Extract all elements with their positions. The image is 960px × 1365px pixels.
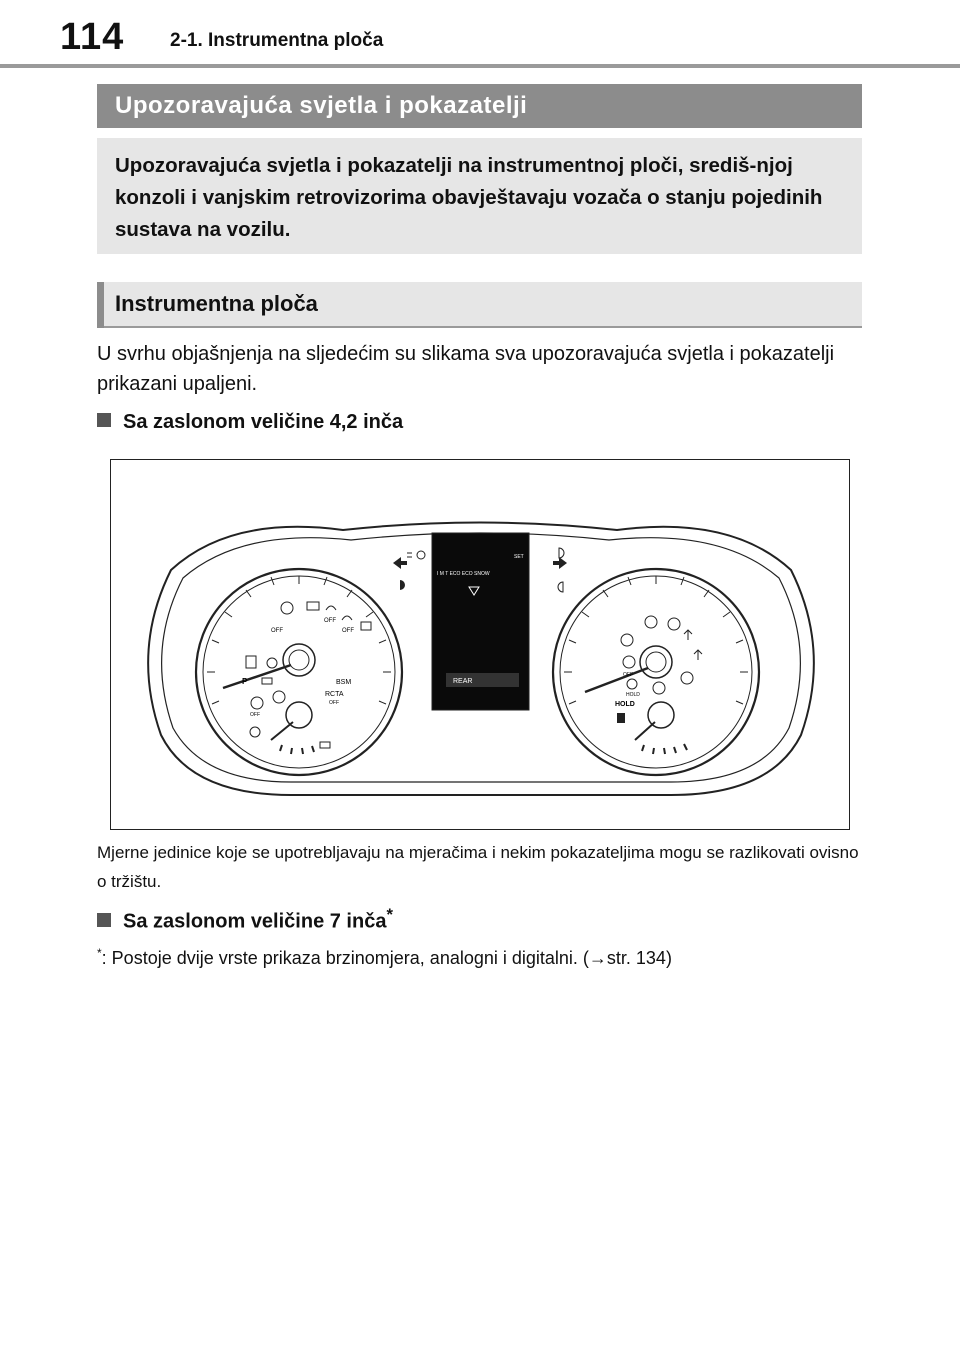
rcta-off-label: OFF xyxy=(329,700,339,706)
bullet-square-icon xyxy=(97,913,111,927)
footnote xyxy=(97,940,897,971)
intro-box xyxy=(97,138,862,254)
left-off-label-2: OFF xyxy=(324,618,336,624)
svg-text:P: P xyxy=(242,677,248,686)
right-gauge xyxy=(553,569,759,775)
footnote-text: : Postoje dvije vrste prikaza brzinomjera, analogni i digitalni. ( xyxy=(101,948,589,968)
subheading-accent xyxy=(97,282,104,328)
right-hold-label: HOLD xyxy=(615,701,635,708)
left-a-off-label: OFF xyxy=(250,712,260,718)
bullet-heading-1 xyxy=(97,411,403,434)
right-hold-small-label: HOLD xyxy=(626,692,640,698)
display-set-label: SET xyxy=(514,554,524,560)
figure-caption: Mjerne jedinice koje se upotrebljavaju na mjeračima i nekim pokazateljima mogu se razlikovati ovisno o tržištu. xyxy=(97,843,859,891)
display-mode-labels: I M T ECO ECO SNOW xyxy=(437,571,490,577)
arrow-right-icon: → xyxy=(588,948,607,968)
title-bar xyxy=(97,84,862,128)
left-gauge xyxy=(196,569,402,775)
instrument-cluster-figure xyxy=(110,459,850,830)
bullet-heading-2-asterisk: * xyxy=(386,905,393,924)
subheading-bar xyxy=(97,282,862,328)
footnote-ref[interactable]: str. 134) xyxy=(606,948,672,968)
center-display xyxy=(393,533,567,710)
subheading: Instrumentna ploča xyxy=(115,291,318,316)
display-rear-label: REAR xyxy=(453,678,473,685)
left-off-label-3: OFF xyxy=(342,628,354,634)
bsm-label: BSM xyxy=(336,679,352,686)
left-off-label-1: OFF xyxy=(271,628,283,634)
footnote-asterisk: * xyxy=(97,946,102,960)
bullet-heading-2-text: Sa zaslonom veličine 7 inča xyxy=(123,910,387,933)
right-p-off-label: OFF xyxy=(623,672,633,678)
page-title: Upozoravajuća svjetla i pokazatelji xyxy=(115,92,528,119)
header-rule xyxy=(0,64,960,68)
bullet-square-icon xyxy=(97,413,111,427)
body-text: U svrhu objašnjenja na sljedećim su slikama sva upozoravajuća svjetla i pokazatelji prikazani upaljeni. xyxy=(97,343,835,395)
rcta-label: RCTA xyxy=(325,691,344,698)
intro-text: Upozoravajuća svjetla i pokazatelji na instrumentnoj ploči, središ-njoj konzoli i vanjskim retrovizorima obavještavaju vozača o stanju pojedinih sustava na vozilu. xyxy=(115,154,823,241)
bullet-heading-1-text: Sa zaslonom veličine 4,2 inča xyxy=(123,411,404,433)
page-number: 114 xyxy=(60,16,125,58)
section-label: 2-1. Instrumentna ploča xyxy=(170,30,384,51)
bullet-heading-2 xyxy=(97,905,393,934)
instrument-cluster-illustration xyxy=(111,460,849,829)
